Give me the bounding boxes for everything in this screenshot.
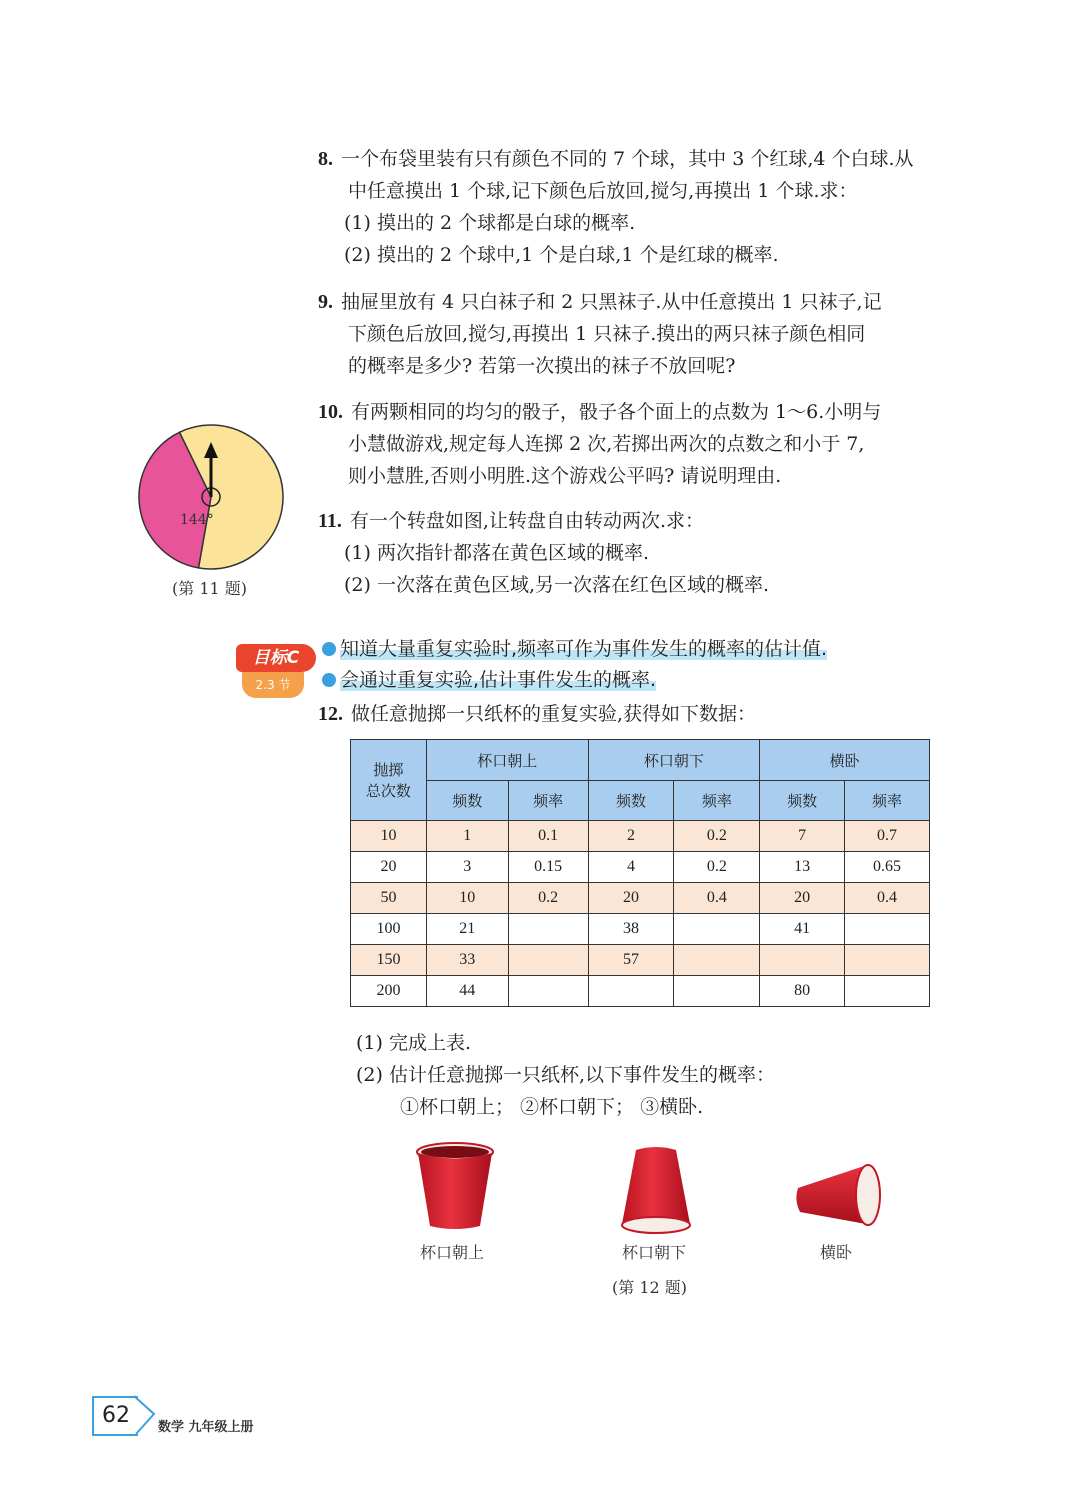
book-title: 数学 九年级上册 [158,1420,254,1435]
table-cell: 0.2 [508,883,588,914]
table-cell: 7 [760,821,845,852]
goal-badge [236,640,318,704]
table-cell: 0.4 [845,883,930,914]
question-text: 有一个转盘如图,让转盘自由转动两次.求： [349,510,704,532]
table-cell: 0.4 [674,883,760,914]
sub-question: (2) 摸出的 2 个球中,1 个是白球,1 个是红球的概率. [344,244,779,266]
table-cell [845,914,930,945]
question-text: 一个布袋里装有只有颜色不同的 7 个球，其中 3 个红球,4 个白球.从 [341,148,914,170]
goal-section: 2.3 节 [242,672,304,698]
table-cell: 38 [588,914,674,945]
question-10 [318,396,958,492]
corner-line: 抛掷 [373,761,404,779]
table-cell: 20 [588,883,674,914]
table-cell [674,976,760,1007]
table-cell: 4 [588,852,674,883]
question-text: 抽屉里放有 4 只白袜子和 2 只黑袜子.从中任意摸出 1 只袜子,记 [341,291,882,313]
table-cell [588,976,674,1007]
table-cell: 41 [760,914,845,945]
table-cell [845,945,930,976]
cup-upright-image [412,1140,498,1232]
corner-line: 总次数 [365,782,411,800]
goal-tag: 目标C [236,644,316,672]
cup-label: 杯口朝上 [420,1243,485,1262]
table-cell: 150 [351,945,427,976]
table-cell: 20 [351,852,427,883]
sub-header: 频数 [426,781,508,821]
bullet-icon [322,642,336,656]
question-text: 做任意抛掷一只纸杯的重复实验,获得如下数据： [351,703,757,725]
sub-question: (2) 估计任意抛掷一只纸杯,以下事件发生的概率： [356,1064,775,1086]
sub-header: 频率 [845,781,930,821]
question-text: 的概率是多少? 若第一次摸出的袜子不放回呢? [348,355,736,377]
table-cell: 33 [426,945,508,976]
table-row [351,976,930,1007]
table-cell: 13 [760,852,845,883]
table-cell: 0.7 [845,821,930,852]
table-row [351,821,930,852]
table-cell: 44 [426,976,508,1007]
cup-sideways-image [790,1160,890,1230]
figure-caption-11: (第 11 题) [172,579,248,598]
table-cell: 0.65 [845,852,930,883]
question-9 [318,286,958,382]
table-cell [674,945,760,976]
group-header: 杯口朝下 [588,740,760,781]
goal-item [322,635,827,663]
bullet-icon [322,673,336,687]
question-8 [318,143,958,271]
table-cell: 10 [351,821,427,852]
table-cell: 50 [351,883,427,914]
table-cell: 100 [351,914,427,945]
goal-text: 会通过重复实验,估计事件发生的概率. [340,669,657,691]
sub-question: (1) 完成上表. [356,1032,471,1054]
table-cell: 0.1 [508,821,588,852]
table-cell: 20 [760,883,845,914]
table-cell [674,914,760,945]
question-number: 9. [318,291,333,313]
group-header: 杯口朝上 [426,740,588,781]
page-arrow-icon [134,1394,158,1436]
sub-header: 频率 [508,781,588,821]
question-text: 中任意摸出 1 个球,记下颜色后放回,搅匀,再摸出 1 个球.求： [348,180,858,202]
sub-question: (1) 两次指针都落在黄色区域的概率. [344,542,649,564]
table-cell [845,976,930,1007]
table-cell: 10 [426,883,508,914]
page-number: 62 [92,1396,138,1436]
sub-question: (1) 摸出的 2 个球都是白球的概率. [344,212,636,234]
question-number: 11. [318,510,342,532]
question-text: 小慧做游戏,规定每人连掷 2 次,若掷出两次的点数之和小于 7, [348,433,865,455]
table-cell [508,945,588,976]
experiment-table [350,739,930,1007]
question-number: 12. [318,703,343,725]
question-text: 有两颗相同的均匀的骰子，骰子各个面上的点数为 1～6.小明与 [351,401,882,423]
goal-text: 知道大量重复实验时,频率可作为事件发生的概率的估计值. [340,638,828,660]
question-12-subs [356,1027,996,1123]
table-row [351,852,930,883]
table-cell: 57 [588,945,674,976]
cup-label: 横卧 [820,1243,853,1262]
sub-header: 频数 [588,781,674,821]
cup-label: 杯口朝下 [622,1243,687,1262]
table-cell: 0.15 [508,852,588,883]
table-cell: 1 [426,821,508,852]
question-11 [318,505,958,601]
table-row [351,945,930,976]
spinner-figure [138,420,288,570]
group-header: 横卧 [760,740,930,781]
table-row [351,883,930,914]
sub-header: 频率 [674,781,760,821]
question-number: 10. [318,401,343,423]
table-row [351,914,930,945]
table-cell [760,945,845,976]
sub-header: 频数 [760,781,845,821]
table-cell: 0.2 [674,852,760,883]
table-cell: 200 [351,976,427,1007]
table-cell: 2 [588,821,674,852]
goal-item [322,666,656,694]
table-cell [508,914,588,945]
table-corner-header [351,740,427,821]
table-cell [508,976,588,1007]
sub-question: (2) 一次落在黄色区域,另一次落在红色区域的概率. [344,574,770,596]
table-cell: 0.2 [674,821,760,852]
table-cell: 21 [426,914,508,945]
figure-caption-12: (第 12 题) [612,1278,688,1297]
table-cell: 80 [760,976,845,1007]
cup-downward-image [616,1142,696,1238]
question-number: 8. [318,148,333,170]
question-text: 则小慧胜,否则小明胜.这个游戏公平吗? 请说明理由. [348,465,782,487]
table-cell: 3 [426,852,508,883]
spinner-angle-label: 144° [180,512,214,528]
sub-question-options: ①杯口朝上； ②杯口朝下； ③横卧. [400,1096,704,1118]
question-12 [318,698,958,730]
question-text: 下颜色后放回,搅匀,再摸出 1 只袜子.摸出的两只袜子颜色相同 [348,323,866,345]
